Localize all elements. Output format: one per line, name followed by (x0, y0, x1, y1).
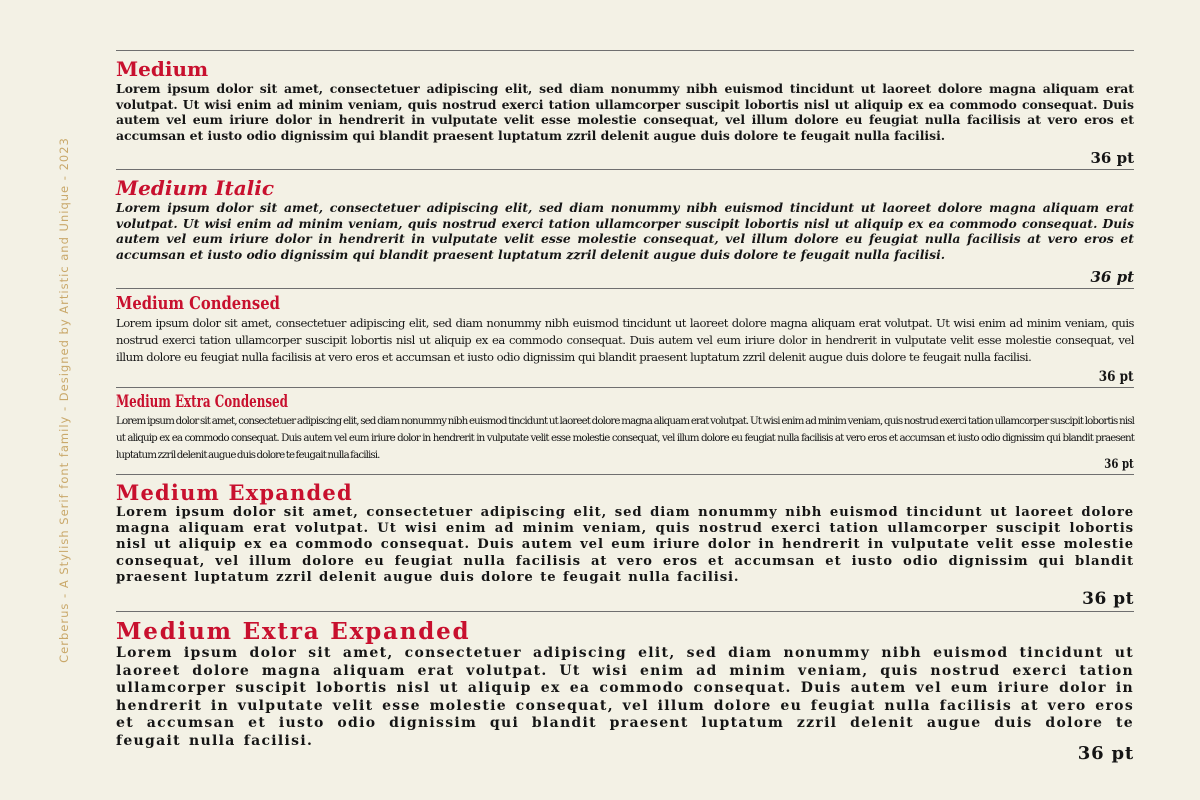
point-size-label: 36 pt (1077, 743, 1134, 764)
sample-medium-extra-condensed (116, 387, 1134, 474)
point-size-label: 36 pt (1090, 268, 1134, 286)
style-title: Medium (116, 57, 209, 81)
sample-text: Lorem ipsum dolor sit amet, consectetuer adipiscing elit, sed diam nonummy nibh euismod tincidunt ut laoreet dolore magna aliquam erat volutpat. Ut wisi enim ad minim veniam, quis nostrud exerci tation ullamcorper suscipit lobortis nisl ut aliquip ex ea commodo consequat. Duis autem vel eum iriure dolor in hendrerit in vulputate velit esse molestie consequat, vel illum dolore eu feugiat nulla facilisis at vero eros et accumsan et iusto odio dignissim qui blandit praesent luptatum zzril delenit augue duis dolore te feugait nulla facilisi. (116, 316, 1134, 364)
point-size-label: 36 pt (1099, 369, 1134, 385)
sample-medium-expanded (116, 474, 1134, 611)
style-title: Medium Extra Condensed (116, 392, 288, 412)
sample-text: Lorem ipsum dolor sit amet, consectetuer adipiscing elit, sed diam nonummy nibh euismod tincidunt ut laoreet dolore magna aliquam erat volutpat. Ut wisi enim ad minim veniam, quis nostrud exerci tation ullamcorper suscipit lobortis nisl ut aliquip ex ea commodo consequat. Duis autem vel eum iriure dolor in hendrerit in vulputate velit esse molestie consequat, vel illum dolore eu feugiat nulla facilisis at vero eros et accumsan et iusto odio dignissim qui blandit praesent luptatum zzril delenit augue duis dolore te feugait nulla facilisi. (116, 505, 1134, 585)
style-title: Medium Extra Expanded (116, 618, 471, 645)
specimen-sheet (116, 50, 1134, 766)
sample-medium (116, 50, 1134, 169)
style-title: Medium Condensed (116, 293, 280, 314)
style-title: Medium Italic (116, 176, 275, 200)
sample-text: Lorem ipsum dolor sit amet, consectetuer adipiscing elit, sed diam nonummy nibh euismod tincidunt ut laoreet dolore magna aliquam erat volutpat. Ut wisi enim ad minim veniam, quis nostrud exerci tation ullamcorper suscipit lobortis nisl ut aliquip ex ea commodo consequat. Duis autem vel eum iriure dolor in hendrerit in vulputate velit esse molestie consequat, vel illum dolore eu feugiat nulla facilisis at vero eros et accumsan et iusto odio dignissim qui blandit praesent luptatum zzril delenit augue duis dolore te feugait nulla facilisi. (116, 415, 1134, 461)
sample-medium-extra-expanded (116, 611, 1134, 766)
sample-text: Lorem ipsum dolor sit amet, consectetuer adipiscing elit, sed diam nonummy nibh euismod tincidunt ut laoreet dolore magna aliquam erat volutpat. Ut wisi enim ad minim veniam, quis nostrud exerci tation ullamcorper suscipit lobortis nisl ut aliquip ex ea commodo consequat. Duis autem vel eum iriure dolor in hendrerit in vulputate velit esse molestie consequat, vel illum dolore eu feugiat nulla facilisis at vero eros et accumsan et iusto odio dignissim qui blandit praesent luptatum zzril delenit augue duis dolore te feugait nulla facilisi. (116, 645, 1134, 749)
sample-text: Lorem ipsum dolor sit amet, consectetuer adipiscing elit, sed diam nonummy nibh euismod tincidunt ut laoreet dolore magna aliquam erat volutpat. Ut wisi enim ad minim veniam, quis nostrud exerci tation ullamcorper suscipit lobortis nisl ut aliquip ex ea commodo consequat. Duis autem vel eum iriure dolor in hendrerit in vulputate velit esse molestie consequat, vel illum dolore eu feugiat nulla facilisis at vero eros et accumsan et iusto odio dignissim qui blandit praesent luptatum zzril delenit augue duis dolore te feugait nulla facilisi. (116, 81, 1134, 143)
sample-medium-italic (116, 169, 1134, 288)
point-size-label: 36 pt (1090, 149, 1134, 167)
point-size-label: 36 pt (1082, 589, 1134, 609)
side-credit-label: Cerberus - A Stylish Serif font family - Designed by Artistic and Unique - 2023 (57, 137, 71, 663)
style-title: Medium Expanded (116, 480, 353, 505)
sample-medium-condensed (116, 288, 1134, 387)
sample-text: Lorem ipsum dolor sit amet, consectetuer adipiscing elit, sed diam nonummy nibh euismod tincidunt ut laoreet dolore magna aliquam erat volutpat. Ut wisi enim ad minim veniam, quis nostrud exerci tation ullamcorper suscipit lobortis nisl ut aliquip ex ea commodo consequat. Duis autem vel eum iriure dolor in hendrerit in vulputate velit esse molestie consequat, vel illum dolore eu feugiat nulla facilisis at vero eros et accumsan et iusto odio dignissim qui blandit praesent luptatum zzril delenit augue duis dolore te feugait nulla facilisi. (116, 200, 1134, 262)
point-size-label: 36 pt (1104, 457, 1134, 472)
